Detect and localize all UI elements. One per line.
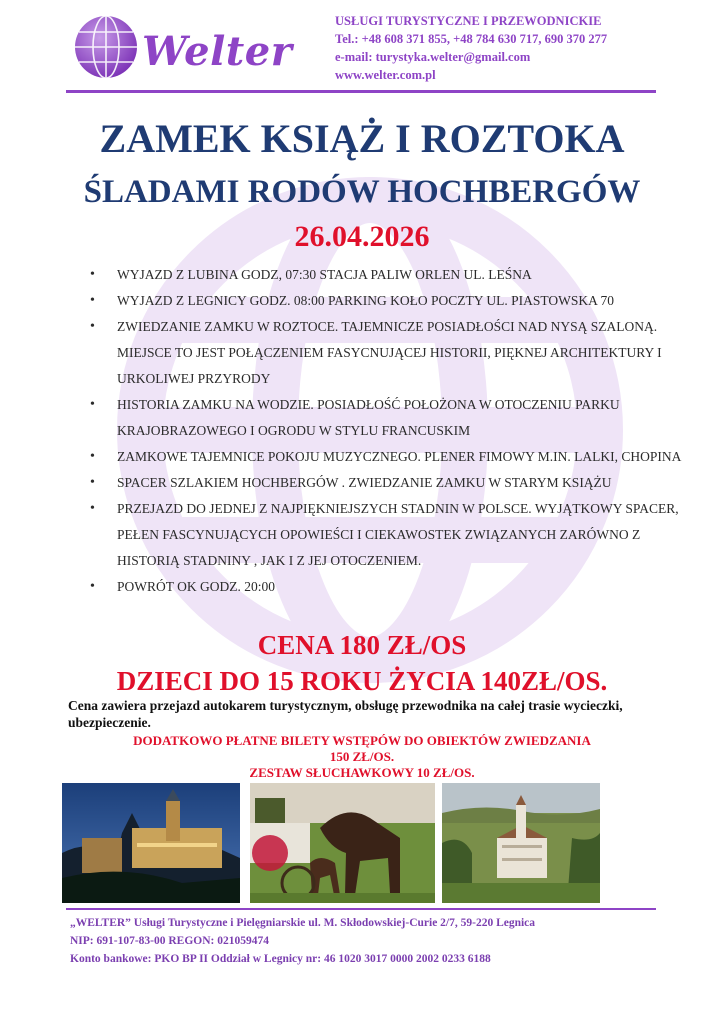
page-title: ZAMEK KSIĄŻ I ROZTOKA bbox=[99, 116, 625, 161]
headset-price: ZESTAW SŁUCHAWKOWY 10 ZŁ/OS. bbox=[249, 765, 475, 780]
globe-logo-icon bbox=[73, 14, 139, 80]
email-address[interactable]: e-mail: turystyka.welter@gmail.com bbox=[335, 50, 531, 64]
footer-tax-ids: NIP: 691-107-83-00 REGON: 021059474 bbox=[70, 935, 269, 947]
castle-at-night-photo bbox=[62, 783, 240, 903]
phone-numbers: Tel.: +48 608 371 855, +48 784 630 717, 690 370 277 bbox=[335, 32, 608, 46]
contact-block bbox=[335, 12, 607, 84]
itinerary-item: • SPACER SZLAKIEM HOCHBERGÓW . ZWIEDZANIE ZAMKU W STARYM KSIĄŻU bbox=[82, 470, 692, 496]
horses-photo bbox=[250, 783, 435, 903]
itinerary-list bbox=[82, 262, 692, 600]
price-adult: CENA 180 ZŁ/OS bbox=[257, 630, 467, 660]
company-tagline: USŁUGI TURYSTYCZNE I PRZEWODNICKIE bbox=[335, 14, 602, 28]
extra-tickets-label: DODATKOWO PŁATNE BILETY WSTĘPÓW DO OBIEKTÓW ZWIEDZANIA bbox=[133, 733, 591, 748]
website-link[interactable]: www.welter.com.pl bbox=[335, 68, 436, 82]
price-includes-note: Cena zawiera przejazd autokarem turystycznym, obsługę przewodnika na całej trasie wycieczki, ubezpieczenie. bbox=[68, 698, 623, 730]
brand-logo-text: Welter bbox=[142, 28, 293, 75]
itinerary-item: • POWRÓT OK GODZ. 20:00 bbox=[82, 574, 692, 600]
itinerary-item: • WYJAZD Z LUBINA GODZ, 07:30 STACJA PALIW ORLEN UL. LEŚNA bbox=[82, 262, 692, 288]
extra-costs bbox=[0, 733, 724, 781]
header-divider bbox=[66, 90, 656, 93]
itinerary-item: • ZAMKOWE TAJEMNICE POKOJU MUZYCZNEGO. PLENER FIMOWY M.IN. LALKI, CHOPINA bbox=[82, 444, 692, 470]
itinerary-item: • ZWIEDZANIE ZAMKU W ROZTOCE. TAJEMNICZE POSIADŁOŚCI NAD NYSĄ SZALONĄ. MIEJSCE TO JEST POŁĄCZENIEM FASYCNUJĄCEJ HISTORII, PIĘKNEJ ARCHITEKTURY I URKOLIWEJ PRZYRODY bbox=[82, 314, 692, 392]
page-subtitle: ŚLADAMI RODÓW HOCHBERGÓW bbox=[83, 174, 641, 210]
itinerary-item: • HISTORIA ZAMKU NA WODZIE. POSIADŁOŚĆ POŁOŻONA W OTOCZENIU PARKU KRAJOBRAZOWEGO I OGRODU W STYLU FRANCUSKIM bbox=[82, 392, 692, 444]
trip-date: 26.04.2026 bbox=[294, 220, 430, 253]
extra-tickets-price: 150 ZŁ/OS. bbox=[329, 749, 395, 764]
itinerary-item: • PRZEJAZD DO JEDNEJ Z NAJPIĘKNIEJSZYCH STADNIN W POLSCE. WYJĄTKOWY SPACER, PEŁEN FASCYNUJĄCYCH OPOWIEŚCI I CIEKAWOSTEK ZWIĄZANYCH ZARÓWNO Z HISTORIĄ STADNINY , JAK I Z JEJ OTOCZENIEM. bbox=[82, 496, 692, 574]
footer-company-address: „WELTER” Usługi Turystyczne i Pielęgniarskie ul. M. Skłodowskiej-Curie 2/7, 59-220 Legnica bbox=[70, 917, 536, 929]
footer-divider bbox=[66, 908, 656, 910]
palace-aerial-photo bbox=[442, 783, 600, 903]
footer bbox=[70, 914, 535, 968]
price-children: DZIECI DO 15 ROKU ŻYCIA 140ZŁ/OS. bbox=[116, 666, 608, 696]
footer-bank-account: Konto bankowe: PKO BP II Oddział w Legnicy nr: 46 1020 3017 0000 2002 0233 6188 bbox=[70, 953, 491, 965]
itinerary-item: • WYJAZD Z LEGNICY GODZ. 08:00 PARKING KOŁO POCZTY UL. PIASTOWSKA 70 bbox=[82, 288, 692, 314]
